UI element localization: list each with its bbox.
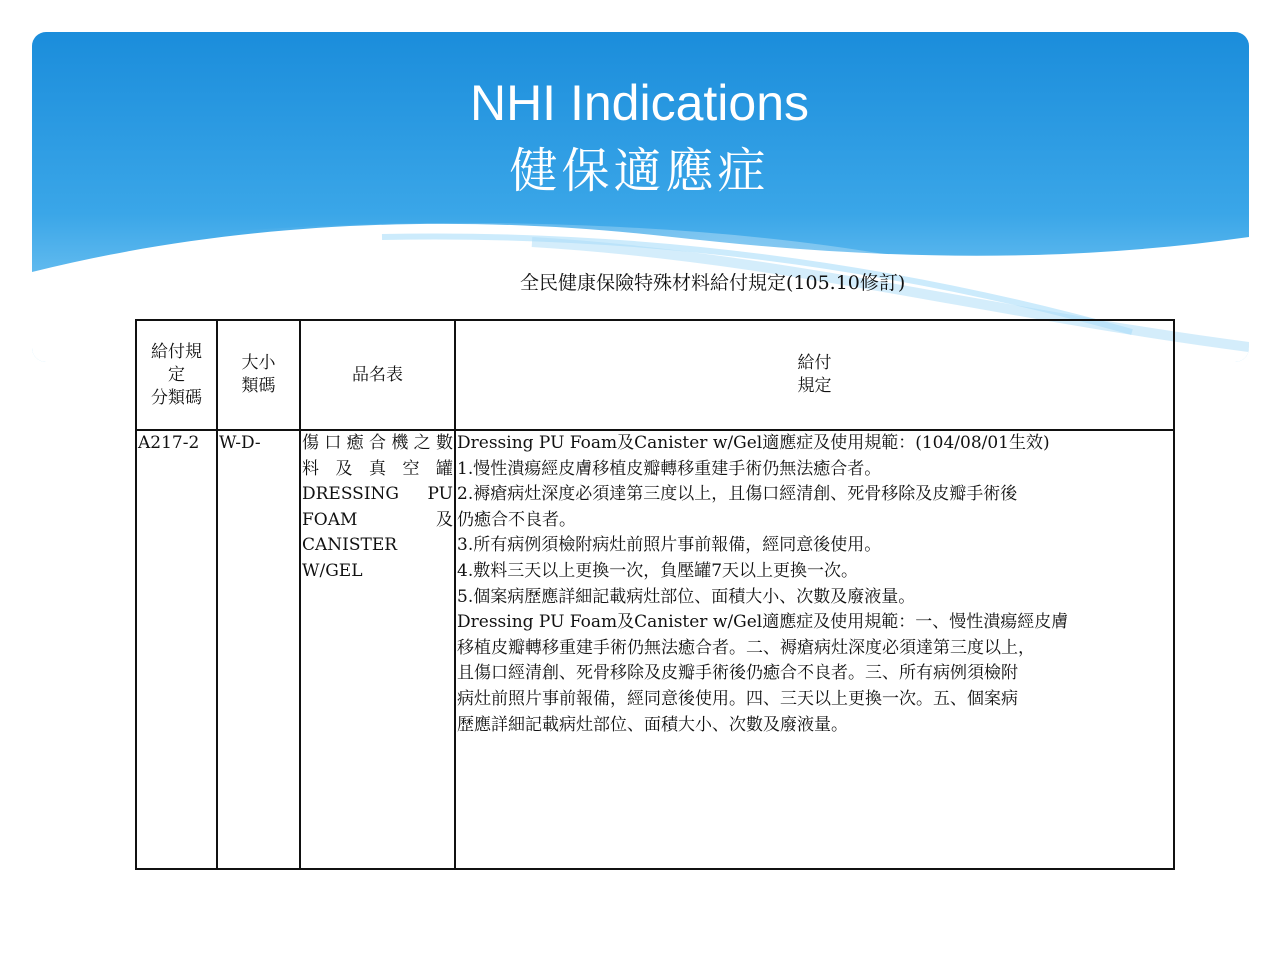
rule-line: 4.敷料三天以上更換一次，負壓罐7天以上更換一次。 [457,560,859,581]
rule-line: Dressing PU Foam及Canister w/Gel適應症及使用規範：(104/08/01生效) [457,433,1050,453]
cell-item-name: 傷口癒合機之數 料 及 真 空 罐 DRESSING PU FOAM 及 CANISTER W/GEL [300,430,455,869]
header-item-name: 品名表 [300,320,455,430]
regulation-table [135,319,1175,870]
header-payment-rules: 給付 規定 [455,320,1174,430]
table-row [136,430,1174,869]
rule-line: 仍癒合不良者。 [457,509,576,530]
header-payment-code: 給付規 定 分類碼 [136,320,217,430]
rule-line: 3.所有病例須檢附病灶前照片事前報備，經同意後使用。 [457,535,882,556]
table-header-row [136,320,1174,430]
page-title: NHI Indications [469,75,810,131]
cell-payment-rules [455,430,1174,869]
cell-class-code: W-D- [217,430,300,869]
table-caption: 全民健康保險特殊材料給付規定(105.10修訂) [520,272,906,294]
rule-line: 且傷口經清創、死骨移除及皮瓣手術後仍癒合不良者。三、所有病例須檢附 [457,663,1018,684]
rule-line: 歷應詳細記載病灶部位、面積大小、次數及廢液量。 [457,714,848,735]
rule-line: 1.慢性潰瘍經皮膚移植皮瓣轉移重建手術仍無法癒合者。 [457,458,882,479]
header-class-code: 大小 類碼 [217,320,300,430]
page-subtitle: 健保適應症 [509,143,770,199]
cell-payment-code: A217-2 [136,430,217,869]
rule-line: 5.個案病歷應詳細記載病灶部位、面積大小、次數及廢液量。 [457,586,916,607]
rule-line: 移植皮瓣轉移重建手術仍無法癒合者。二、褥瘡病灶深度必須達第三度以上， [457,637,1035,658]
rule-line: 2.褥瘡病灶深度必須達第三度以上，且傷口經清創、死骨移除及皮瓣手術後 [457,484,1018,505]
rule-line: 病灶前照片事前報備，經同意後使用。四、三天以上更換一次。五、個案病 [457,688,1018,709]
rule-line: Dressing PU Foam及Canister w/Gel適應症及使用規範：一、慢性潰瘍經皮膚 [457,612,1069,633]
